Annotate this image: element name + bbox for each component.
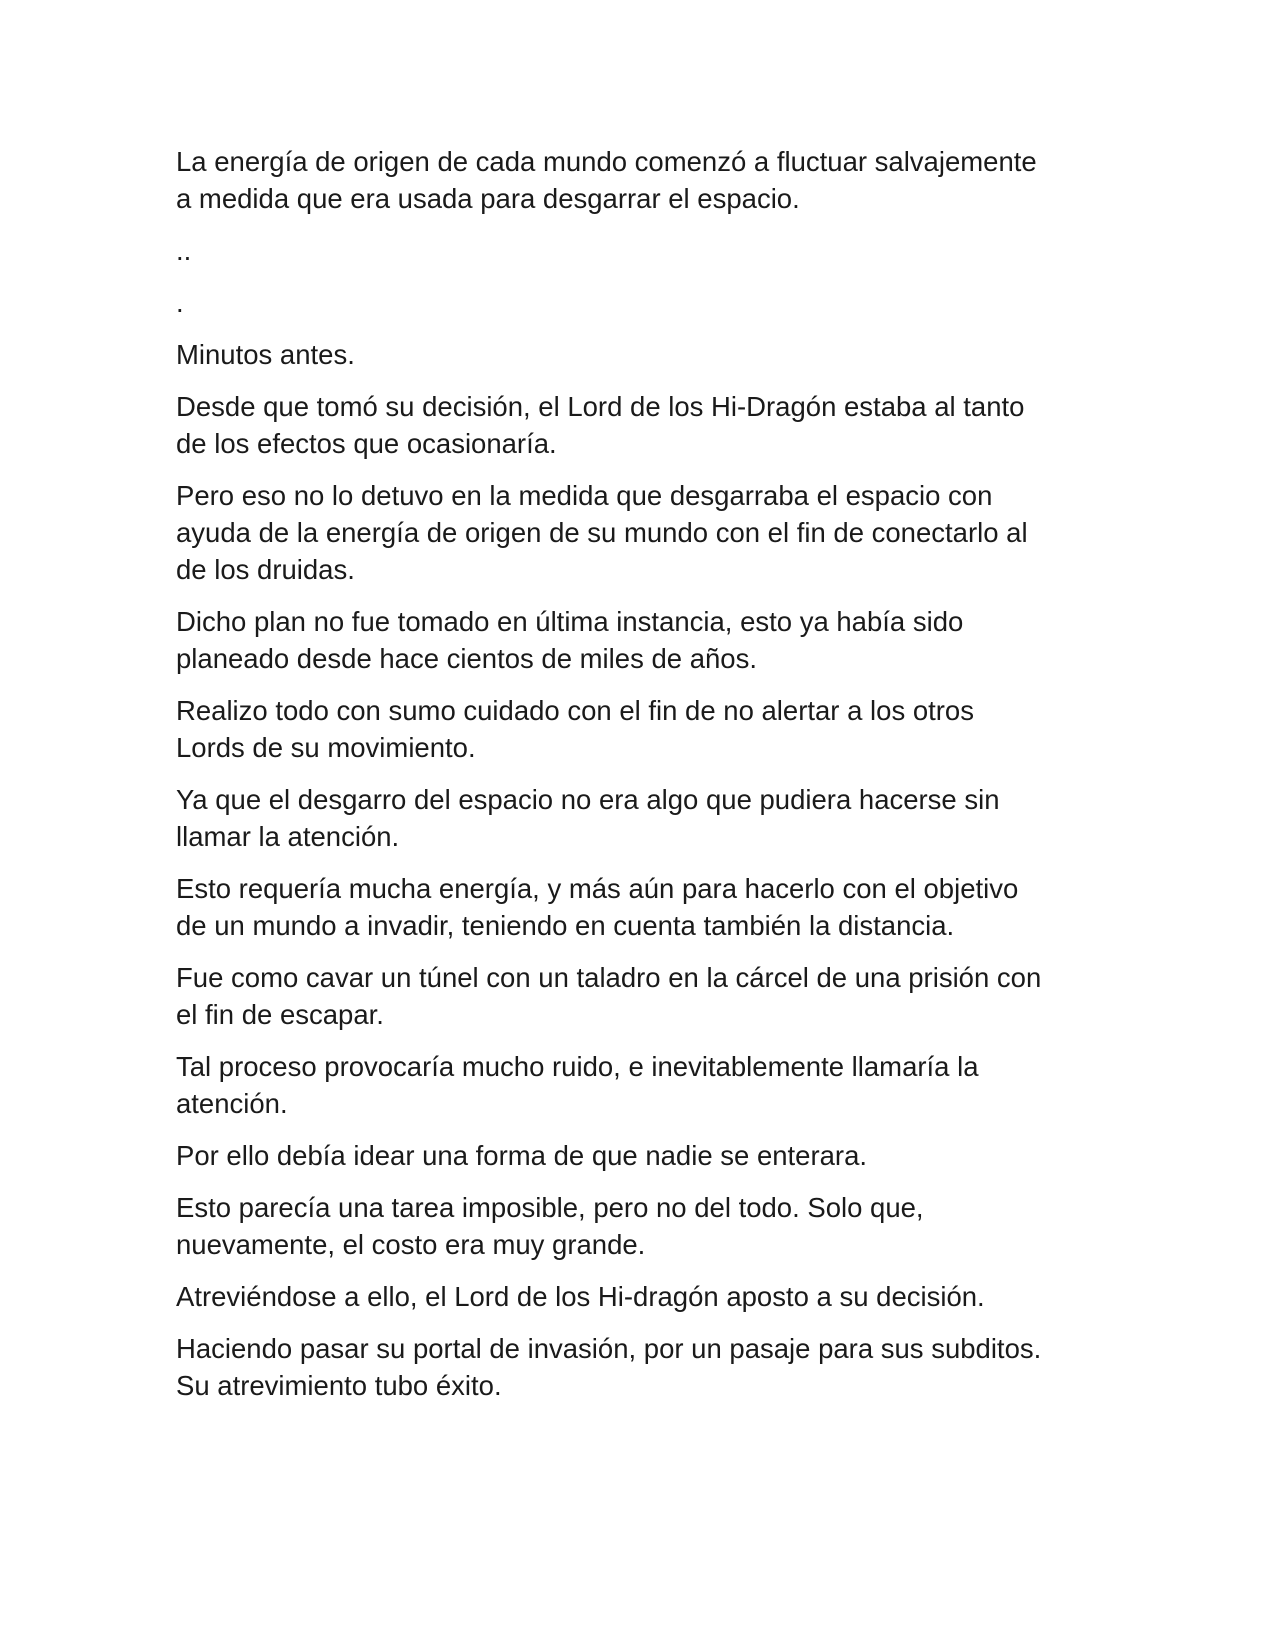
text-line: ayuda de la energía de origen de su mundo con el fin de conectarlo al	[176, 517, 1028, 548]
text-line: Desde que tomó su decisión, el Lord de los Hi-Dragón estaba al tanto	[176, 391, 1025, 422]
paragraph	[176, 1048, 1111, 1122]
text-line: Su atrevimiento tubo éxito.	[176, 1370, 502, 1401]
text-line: Esto requería mucha energía, y más aún para hacerlo con el objetivo	[176, 873, 1019, 904]
paragraph	[176, 603, 1111, 677]
paragraph	[176, 1137, 1111, 1174]
text-line: Esto parecía una tarea imposible, pero no del todo. Solo que,	[176, 1192, 924, 1223]
document-body	[176, 143, 1111, 1419]
text-line: planeado desde hace cientos de miles de años.	[176, 643, 757, 674]
paragraph	[176, 959, 1111, 1033]
text-line: Pero eso no lo detuvo en la medida que desgarraba el espacio con	[176, 480, 993, 511]
text-line: de un mundo a invadir, teniendo en cuenta también la distancia.	[176, 910, 955, 941]
paragraph	[176, 1189, 1111, 1263]
text-line: Ya que el desgarro del espacio no era algo que pudiera hacerse sin	[176, 784, 1000, 815]
text-line: Atreviéndose a ello, el Lord de los Hi-dragón aposto a su decisión.	[176, 1281, 985, 1312]
text-line: Haciendo pasar su portal de invasión, por un pasaje para sus subditos.	[176, 1333, 1042, 1364]
text-line: a medida que era usada para desgarrar el espacio.	[176, 183, 800, 214]
text-line: llamar la atención.	[176, 821, 400, 852]
paragraph	[176, 1330, 1111, 1404]
text-line: Lords de su movimiento.	[176, 732, 476, 763]
text-line: atención.	[176, 1088, 288, 1119]
text-line: ..	[176, 235, 192, 266]
text-line: Por ello debía idear una forma de que nadie se enterara.	[176, 1140, 868, 1171]
text-line: el fin de escapar.	[176, 999, 384, 1030]
text-line: de los druidas.	[176, 554, 355, 585]
paragraph	[176, 477, 1111, 588]
paragraph	[176, 692, 1111, 766]
text-line: Dicho plan no fue tomado en última instancia, esto ya había sido	[176, 606, 964, 637]
paragraph	[176, 143, 1111, 217]
text-line: nuevamente, el costo era muy grande.	[176, 1229, 646, 1260]
paragraph	[176, 232, 1111, 269]
paragraph	[176, 336, 1111, 373]
paragraph	[176, 1278, 1111, 1315]
paragraph	[176, 781, 1111, 855]
paragraph	[176, 388, 1111, 462]
text-line: Realizo todo con sumo cuidado con el fin de no alertar a los otros	[176, 695, 974, 726]
text-line: Tal proceso provocaría mucho ruido, e inevitablemente llamaría la	[176, 1051, 979, 1082]
text-line: La energía de origen de cada mundo comenzó a fluctuar salvajemente	[176, 146, 1037, 177]
paragraph	[176, 870, 1111, 944]
text-line: .	[176, 287, 184, 318]
text-line: de los efectos que ocasionaría.	[176, 428, 557, 459]
text-line: Minutos antes.	[176, 339, 355, 370]
paragraph	[176, 284, 1111, 321]
text-line: Fue como cavar un túnel con un taladro en la cárcel de una prisión con	[176, 962, 1042, 993]
